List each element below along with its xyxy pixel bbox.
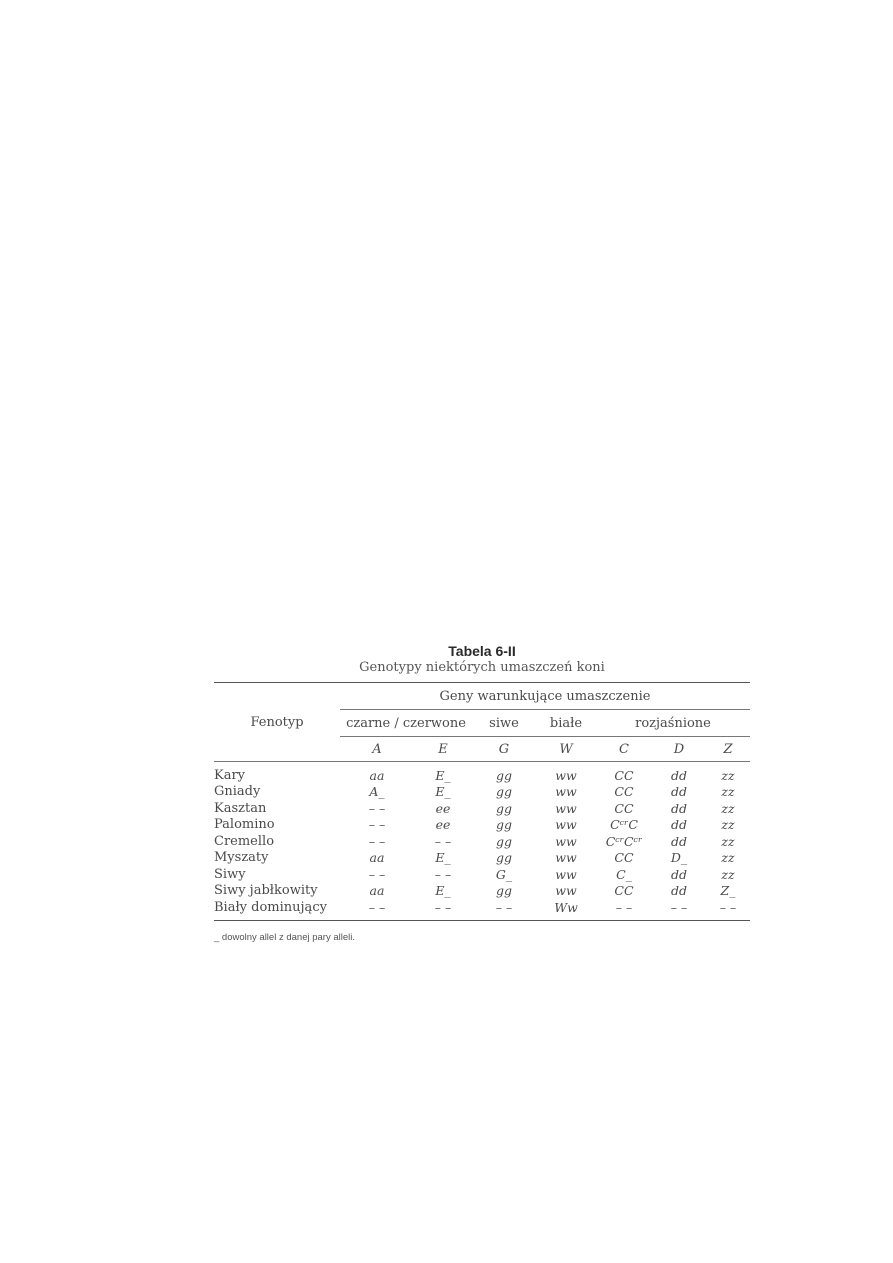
header-row-genes	[214, 683, 750, 710]
table-row	[214, 762, 750, 784]
subgroup-grey: siwe	[472, 710, 536, 737]
genotype-cell: CC	[614, 767, 634, 783]
genotype-cell: dd	[670, 883, 687, 899]
genotype-cell: dd	[670, 767, 687, 783]
genotype-cell: – –	[368, 833, 386, 849]
table-row	[214, 850, 750, 867]
gene-symbol: D	[652, 737, 706, 762]
table-row	[214, 899, 750, 920]
genotype-cell: dd	[670, 784, 687, 800]
table-row	[214, 817, 750, 834]
genotype-cell: – –	[706, 899, 750, 920]
gene-symbol: Z	[706, 737, 750, 762]
genotype-cell: ww	[555, 800, 577, 816]
genotype-cell: CᶜʳCᶜʳ	[605, 833, 643, 849]
genotype-cell: gg	[495, 767, 512, 783]
genotype-cell: Z_	[720, 883, 736, 899]
genotype-cell: dd	[670, 800, 687, 816]
table-footnote: _ dowolny allel z danej pary alleli.	[214, 932, 355, 943]
genotype-cell: aa	[369, 850, 385, 866]
genotype-cell: Ww	[536, 899, 596, 920]
genotype-cell: E_	[435, 883, 451, 899]
genotype-cell: ww	[555, 817, 577, 833]
genotype-cell: C_	[616, 866, 632, 882]
genotype-cell: – –	[368, 800, 386, 816]
table-row	[214, 800, 750, 817]
genotype-cell: – –	[596, 899, 652, 920]
genotype-cell: – –	[434, 833, 452, 849]
gene-symbol: W	[536, 737, 596, 762]
genotype-cell: ww	[555, 833, 577, 849]
genotype-table	[214, 682, 750, 921]
genotype-cell: gg	[495, 800, 512, 816]
phenotype-cell: Siwy jabłkowity	[214, 883, 318, 899]
genotype-cell: gg	[495, 784, 512, 800]
genotype-cell: zz	[721, 767, 735, 783]
phenotype-cell: Palomino	[214, 817, 275, 833]
genotype-cell: CC	[614, 784, 634, 800]
gene-symbol: A	[340, 737, 414, 762]
genotype-cell: CC	[614, 800, 634, 816]
genotype-cell: zz	[721, 784, 735, 800]
genotype-cell: D_	[670, 850, 688, 866]
table-title: Tabela 6-II	[448, 643, 516, 659]
genotype-cell: ee	[435, 800, 451, 816]
genotype-cell: ww	[555, 784, 577, 800]
genotype-cell: gg	[495, 817, 512, 833]
phenotype-cell: Myszaty	[214, 850, 269, 866]
subgroup-dilute: rozjaśnione	[596, 710, 750, 737]
genotype-cell: E_	[435, 850, 451, 866]
genotype-cell: zz	[721, 850, 735, 866]
gene-symbol: E	[414, 737, 472, 762]
genotype-cell: G_	[495, 866, 513, 882]
genotype-cell: – –	[368, 817, 386, 833]
genotype-cell: gg	[495, 850, 512, 866]
phenotype-cell: Siwy	[214, 866, 246, 882]
genotype-cell: gg	[495, 883, 512, 899]
genotype-cell: ww	[555, 866, 577, 882]
genotype-cell: – –	[652, 899, 706, 920]
genotype-cell: aa	[369, 767, 385, 783]
table-body	[214, 762, 750, 921]
phenotype-cell: Gniady	[214, 784, 261, 800]
phenotype-cell: Kasztan	[214, 800, 267, 816]
genotype-cell: – –	[368, 866, 386, 882]
gene-symbol: G	[472, 737, 536, 762]
genotype-cell: – –	[340, 899, 414, 920]
genotype-cell: – –	[472, 899, 536, 920]
genotype-cell: zz	[721, 866, 735, 882]
subgroup-white: białe	[536, 710, 596, 737]
table-subtitle: Genotypy niektórych umaszczeń koni	[359, 660, 605, 675]
subgroup-black-red: czarne / czerwone	[340, 710, 472, 737]
table-row	[214, 833, 750, 850]
genotype-cell: ww	[555, 767, 577, 783]
genotype-cell: ww	[555, 850, 577, 866]
genotype-cell: zz	[721, 833, 735, 849]
table-row	[214, 866, 750, 883]
genotype-cell: E_	[435, 767, 451, 783]
phenotype-cell: Cremello	[214, 833, 275, 849]
table-row	[214, 784, 750, 801]
gene-symbol: C	[596, 737, 652, 762]
genotype-cell: CᶜʳC	[610, 817, 638, 833]
table-row	[214, 883, 750, 900]
genotype-cell: dd	[670, 833, 687, 849]
genotype-cell: aa	[369, 883, 385, 899]
genotype-cell: zz	[721, 817, 735, 833]
genes-group-header: Geny warunkujące umaszczenie	[340, 683, 750, 710]
genotype-cell: A_	[369, 784, 385, 800]
genotype-cell: E_	[435, 784, 451, 800]
genotype-cell: – –	[434, 866, 452, 882]
genotype-cell: – –	[414, 899, 472, 920]
phenotype-column-header: Fenotyp	[214, 683, 340, 762]
genotype-cell: dd	[670, 817, 687, 833]
genotype-cell: ee	[435, 817, 451, 833]
genotype-cell: CC	[614, 883, 634, 899]
genotype-cell: ww	[555, 883, 577, 899]
genotype-cell: zz	[721, 800, 735, 816]
phenotype-cell: Biały dominujący	[214, 899, 340, 920]
genotype-cell: gg	[495, 833, 512, 849]
genotype-cell: dd	[670, 866, 687, 882]
genotype-cell: CC	[614, 850, 634, 866]
phenotype-cell: Kary	[214, 767, 246, 783]
